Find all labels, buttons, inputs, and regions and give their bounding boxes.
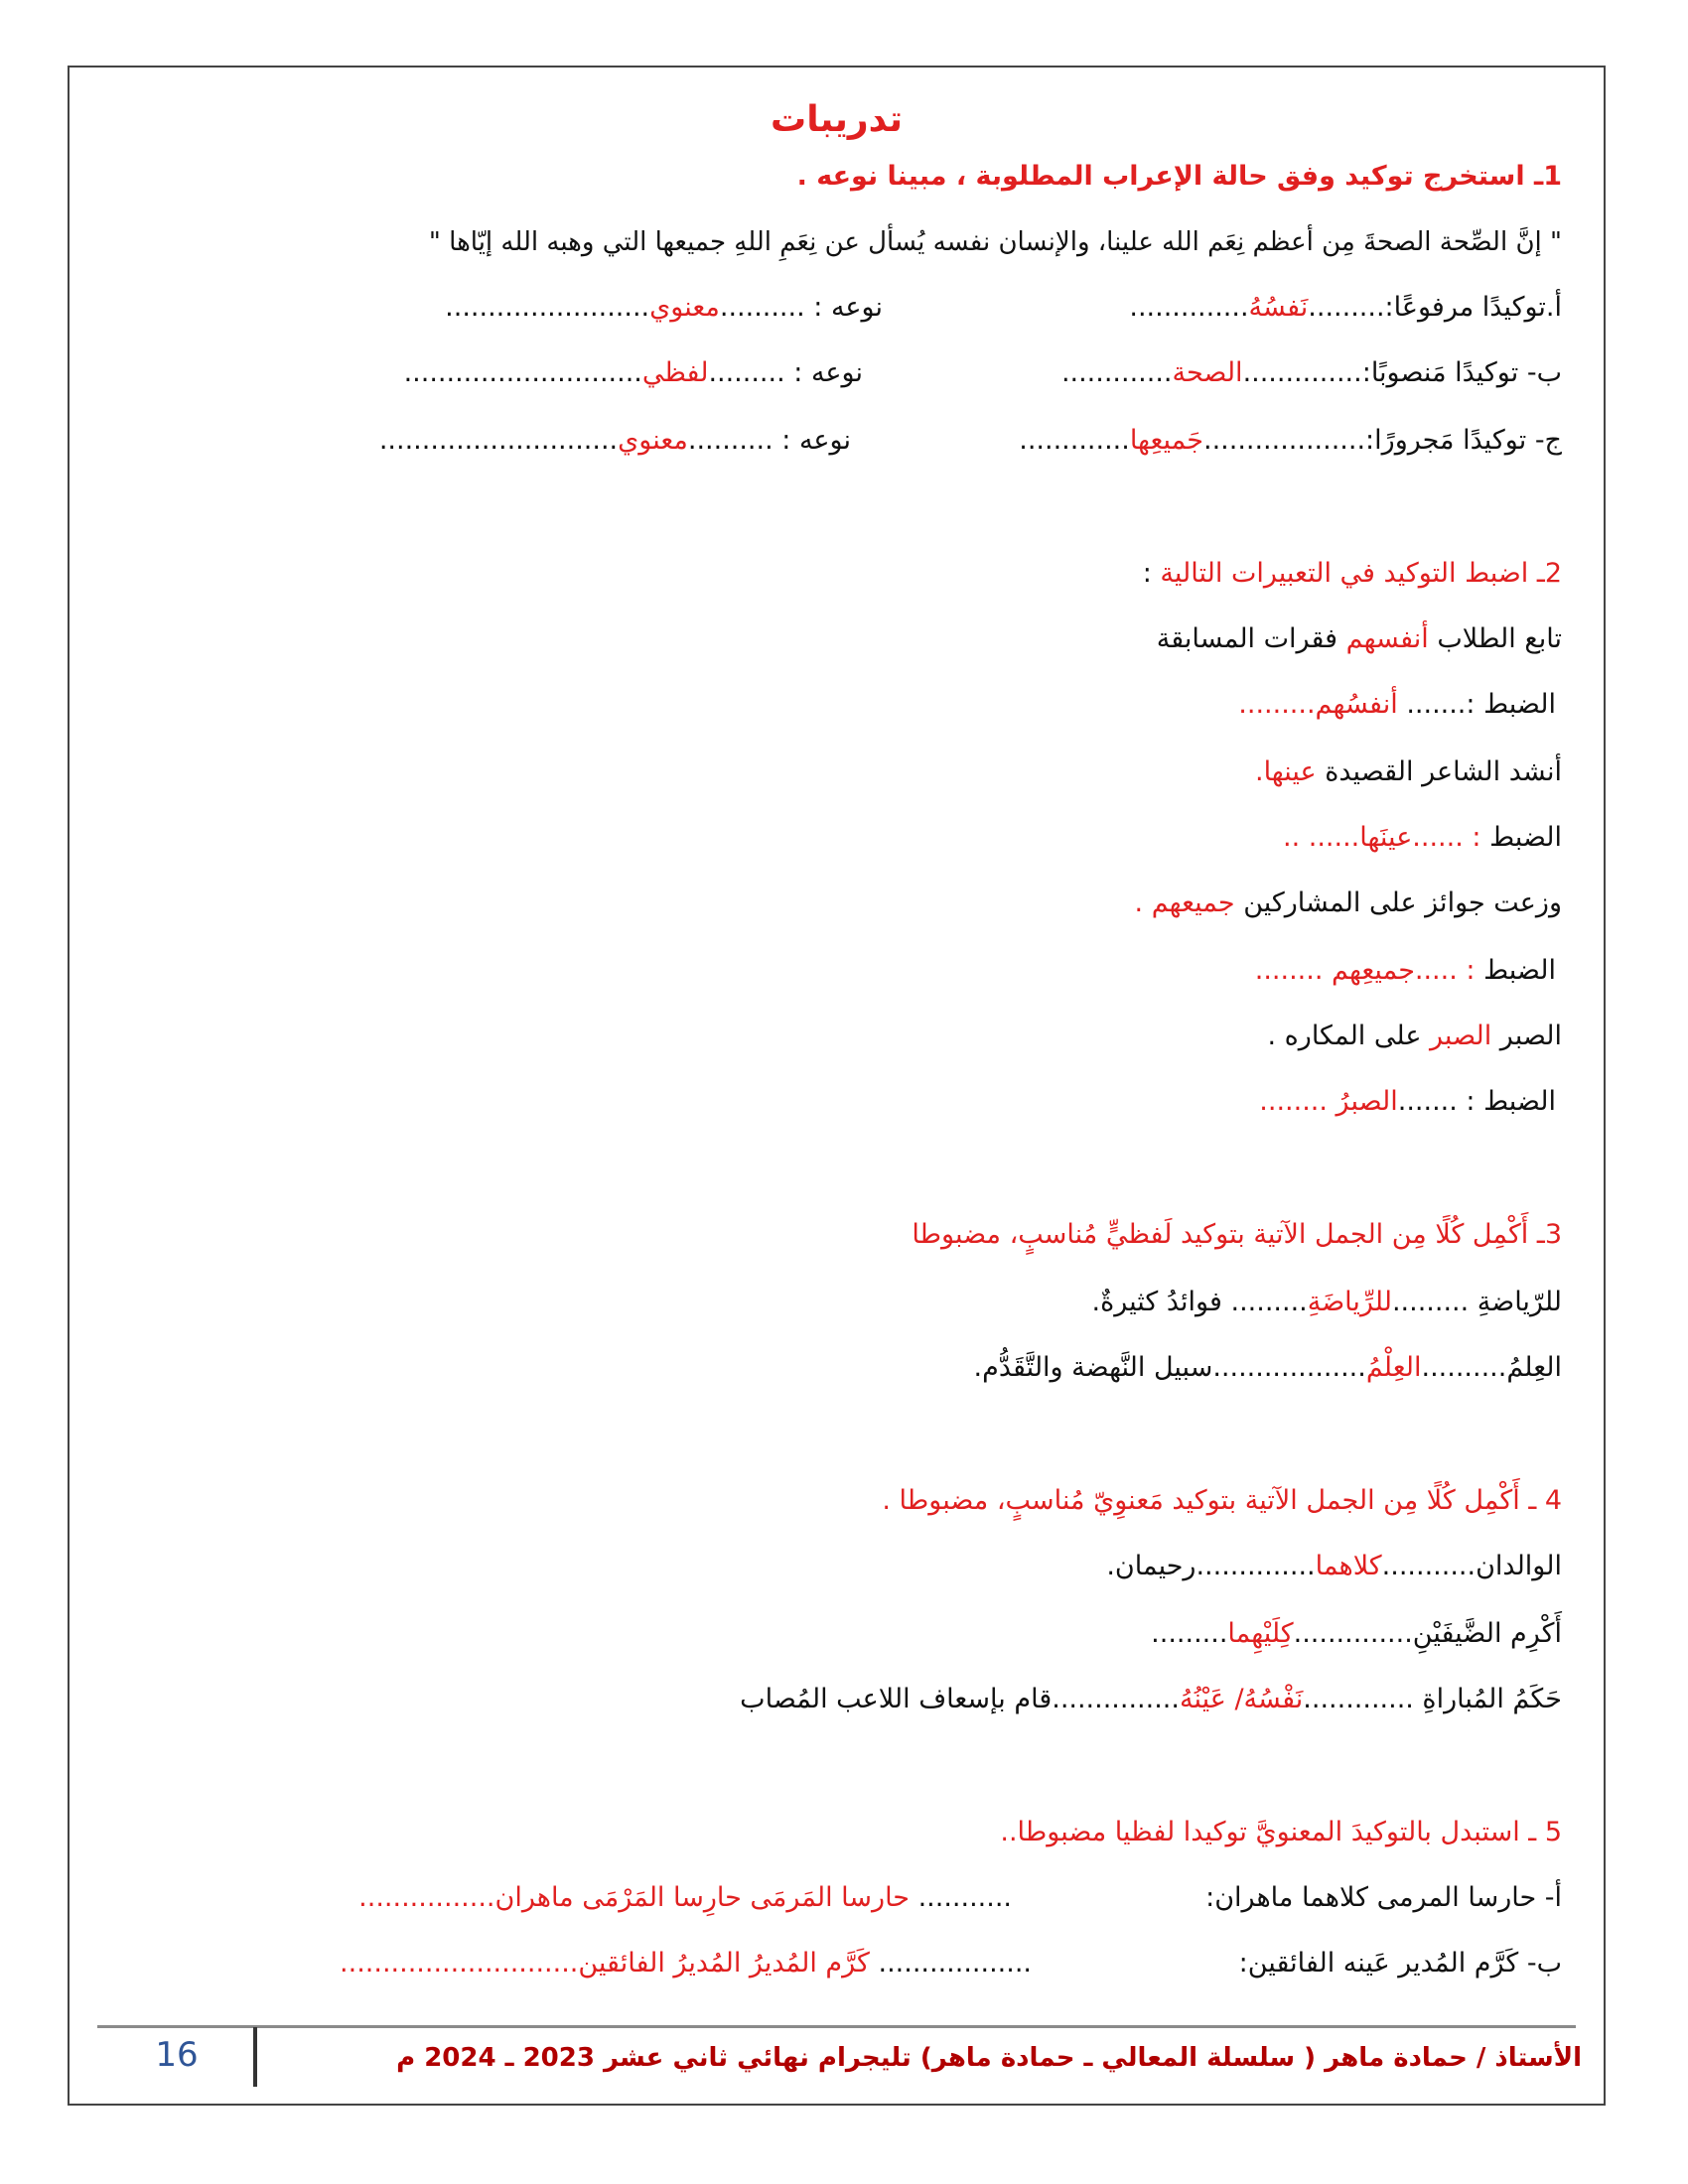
q1-passage: " إنَّ الصِّحة الصحةَ مِن أعظم نِعَم الله علينا، والإنسان نفسه يُسأل عن نِعَمِ اللهِ جميعها التي وهبه الله إيّاها " — [428, 227, 1562, 257]
q5-item-b-answer: .................. كَرَّم المُديرُ المُديرُ الفائقين............................ — [340, 1948, 1032, 1979]
footer-divider — [97, 2025, 1576, 2028]
q1-heading: 1ـ استخرج توكيد وفق حالة الإعراب المطلوبة ، مبينا نوعه . — [796, 161, 1562, 192]
footer-separator — [253, 2027, 257, 2087]
q4-item-1: الوالدان...........كلاهما..............رحيمان. — [1106, 1551, 1562, 1581]
page-title: تدريبات — [771, 99, 903, 140]
q1-row-c-type-answer: معنوي — [618, 425, 688, 456]
q1-row-b-type: نوعه : .........لفظي............................ — [403, 357, 863, 388]
q2-item-4: الصبر الصبر على المكاره . — [1267, 1021, 1562, 1051]
q2-answer-4: الضبط : .......الصبرُ ........ — [1259, 1086, 1556, 1117]
q2-item-2: أنشد الشاعر القصيدة عينها. — [1254, 756, 1562, 787]
q1-row-b: ب- توكيدًا مَنصوبًا:..............الصحة............. — [1060, 357, 1562, 388]
q5-item-b: ب- كَرَّم المُدير عَينه الفائقين: — [1238, 1948, 1562, 1979]
q1-row-a-answer: نَفسُهُ — [1248, 292, 1309, 323]
q1-row-a: أ.توكيدًا مرفوعًا:.........نَفسُهُ.............. — [1129, 292, 1562, 323]
q4-item-3: حَكَمُ المُباراةِ .............نَفْسُهُ/ عَيْنُهُ...............قام بإسعاف اللاعب المُصاب — [740, 1684, 1562, 1714]
q5-item-a-answer: ........... حارسا المَرمَى حارِسا المَرْمَى ماهران................ — [358, 1882, 1012, 1913]
q4-item-2: أَكْرِم الضَّيفَيْنِ..............كِلَيْهِما......... — [1151, 1618, 1562, 1649]
footer-credit: الأستاذ / حمادة ماهر ( سلسلة المعالي ـ حمادة ماهر) تليجرام نهائي ثاني عشر 2023 ـ 2024 م — [396, 2043, 1582, 2073]
q3-heading: 3ـ أَكْمِل كُلًا مِن الجمل الآتية بتوكيد لَفظيٍّ مُناسبٍ، مضبوطا — [912, 1219, 1562, 1250]
q5-heading: 5 ـ استبدل بالتوكيدَ المعنويَّ توكيدا لفظيا مضبوطا.. — [1000, 1817, 1562, 1847]
q4-heading: 4 ـ أَكْمِل كُلًا مِن الجمل الآتية بتوكيد مَعنوِيّ مُناسبٍ، مضبوطا . — [882, 1485, 1562, 1516]
q2-answer-2: الضبط : ......عينَها...... .. — [1282, 822, 1562, 853]
q1-row-a-type: نوعه : ..........معنوي........................ — [445, 292, 883, 323]
q1-row-c-type: نوعه : ..........معنوي............................ — [378, 425, 851, 456]
q1-row-b-answer: الصحة — [1172, 357, 1243, 388]
q3-item-2: العِلمُ..........العِلْمُ..................سبيل النَّهضة والتَّقَدُّم. — [973, 1352, 1562, 1383]
q2-heading: 2ـ اضبط التوكيد في التعبيرات التالية : — [1142, 558, 1562, 589]
q1-row-c-answer: جَميعِها — [1129, 425, 1203, 456]
worksheet-page — [68, 66, 1606, 2106]
q2-item-1: تابع الطلاب أنفسهم فقرات المسابقة — [1156, 623, 1562, 654]
q3-item-1: للرّياضةِ .........للرِّياضَةِ......... فوائدُ كثيرةٌ. — [1091, 1287, 1562, 1317]
q2-item-3: وزعت جوائز على المشاركين جميعهم . — [1134, 887, 1562, 918]
q5-item-a: أ- حارسا المرمى كلاهما ماهران: — [1205, 1882, 1562, 1913]
q2-answer-1: الضبط :....... أنفسُهم......... — [1238, 689, 1556, 720]
q1-row-a-type-answer: معنوي — [649, 292, 720, 323]
q1-row-b-type-answer: لفظي — [641, 357, 709, 388]
q1-row-c: ج- توكيدًا مَجرورًا:...................جَميعِها............. — [1019, 425, 1562, 456]
page-number: 16 — [155, 2035, 199, 2075]
q2-answer-3: الضبط : .....جميعِهم ........ — [1254, 955, 1556, 986]
